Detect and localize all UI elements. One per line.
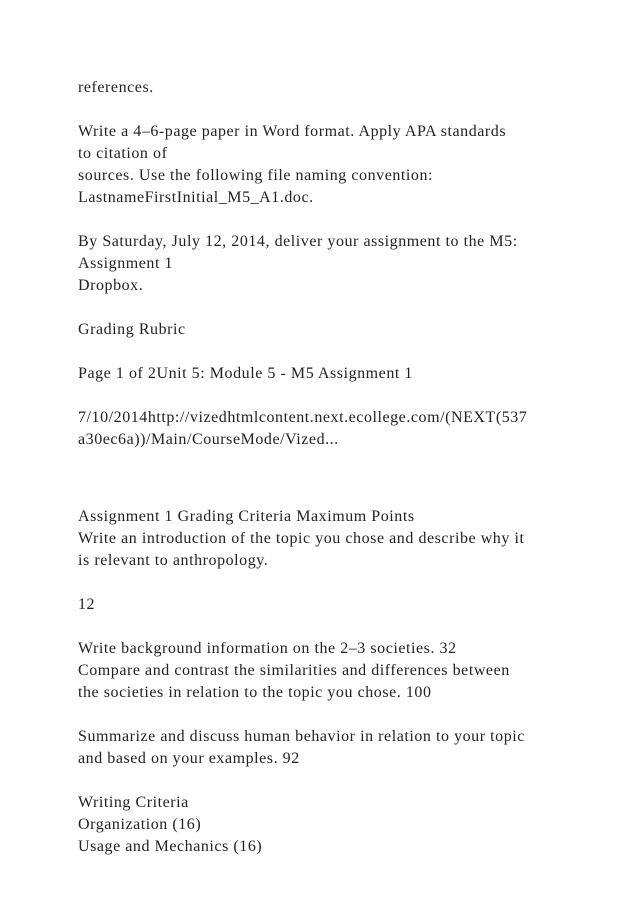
url-line: a30ec6a))/Main/CourseMode/Vized...	[78, 431, 339, 448]
text-line: the societies in relation to the topic you chose. 100	[78, 684, 432, 701]
text-line: and based on your examples. 92	[78, 750, 300, 767]
points-value: 12	[78, 596, 96, 613]
text-line: sources. Use the following file naming convention:	[78, 167, 433, 184]
section-heading: Grading Rubric	[78, 321, 186, 338]
text-line: references.	[78, 79, 154, 96]
text-line: Summarize and discuss human behavior in relation to your topic	[78, 728, 525, 745]
text-line: Usage and Mechanics (16)	[78, 838, 263, 855]
text-line: to citation of	[78, 145, 168, 162]
text-line: LastnameFirstInitial_M5_A1.doc.	[78, 189, 314, 206]
text-line: Write a 4–6-page paper in Word format. Apply APA standards	[78, 123, 507, 140]
text-line: Organization (16)	[78, 816, 202, 833]
text-line: Compare and contrast the similarities and differences between	[78, 662, 510, 679]
text-line: Write background information on the 2–3 societies. 32	[78, 640, 457, 657]
text-line: By Saturday, July 12, 2014, deliver your assignment to the M5:	[78, 233, 518, 250]
url-line: 7/10/2014http://vizedhtmlcontent.next.ecollege.com/(NEXT(537	[78, 409, 528, 426]
text-line: Write an introduction of the topic you chose and describe why it	[78, 530, 525, 547]
table-heading: Assignment 1 Grading Criteria Maximum Points	[78, 508, 415, 525]
text-line: is relevant to anthropology.	[78, 552, 269, 569]
text-line: Assignment 1	[78, 255, 174, 272]
page-header-line: Page 1 of 2Unit 5: Module 5 - M5 Assignment 1	[78, 365, 413, 382]
text-line: Dropbox.	[78, 277, 144, 294]
section-heading: Writing Criteria	[78, 794, 189, 811]
